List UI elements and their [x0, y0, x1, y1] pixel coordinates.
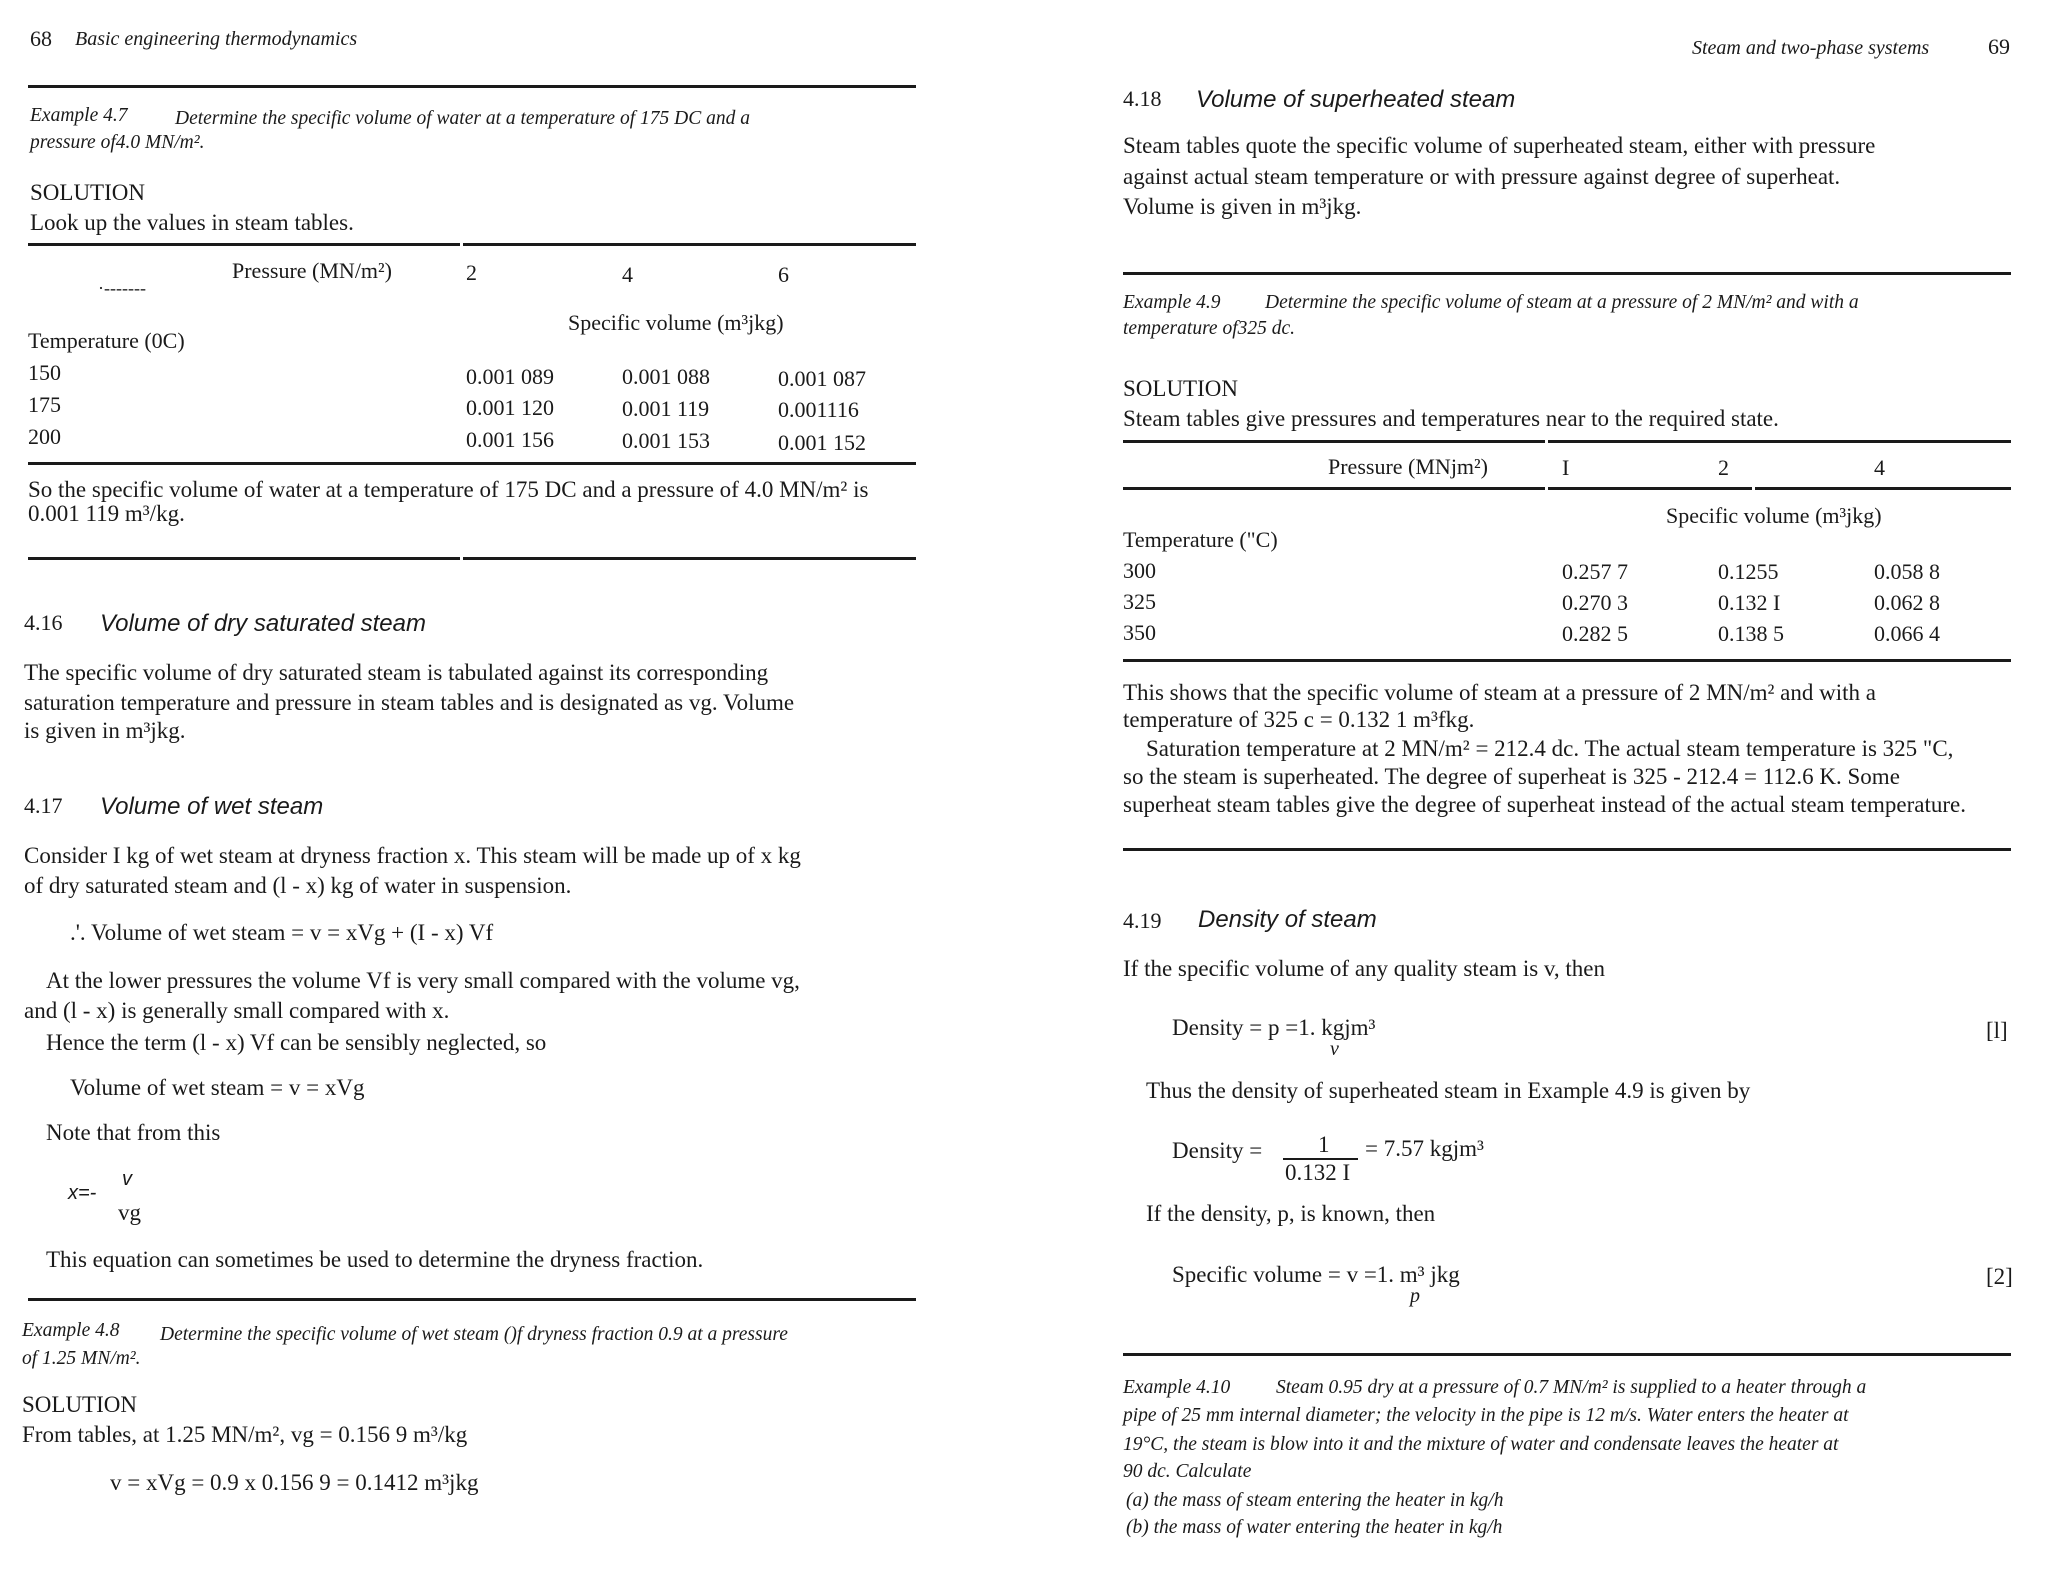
table1-temperature-label: Temperature (0C)	[28, 328, 185, 353]
example-4-10-line4: 90 dc. Calculate	[1123, 1461, 1252, 1482]
example-4-10-line1: Steam 0.95 dry at a pressure of 0.7 MN/m² is supplied to a heater through a	[1276, 1377, 1867, 1398]
table1-row2-v1: 0.001 120	[466, 395, 554, 420]
equation-density: Density = p =1. kgjm³	[1172, 1015, 1376, 1040]
table1-specific-volume-label: Specific volume (m³jkg)	[568, 310, 784, 335]
table2-row1-v3: 0.058 8	[1874, 559, 1940, 584]
table2-pressure-1: I	[1562, 455, 1570, 480]
rule-end-example-4-9	[1123, 848, 2011, 851]
example-4-7-line1: Determine the specific volume of water at a temperature of 175 DC and a	[175, 108, 750, 129]
table2-pressure-4: 4	[1874, 455, 1885, 480]
section-4-19-number: 4.19	[1123, 908, 1162, 933]
example-4-9-intro: Steam tables give pressures and temperatures near to the required state.	[1123, 406, 1779, 431]
example-4-10-part-a: (a) the mass of steam entering the heater in kg/h	[1126, 1490, 1504, 1511]
solution-label-4-8: SOLUTION	[22, 1392, 137, 1417]
rule-end-example-4-7-a	[28, 557, 460, 560]
section-4-17-line5: Hence the term (l - x) Vf can be sensibly neglected, so	[46, 1030, 547, 1055]
table1-dash-artifact: ·-------	[98, 278, 146, 298]
section-4-17-line3: At the lower pressures the volume Vf is very small compared with the volume vg,	[46, 968, 800, 993]
table1-row1-v1: 0.001 089	[466, 364, 554, 389]
table2-row1-v1: 0.257 7	[1562, 559, 1628, 584]
page-number-left: 68	[30, 26, 52, 51]
rule-top-example-4-8	[28, 1298, 916, 1301]
table1-row3-temp: 200	[28, 424, 61, 449]
table1-row1-temp: 150	[28, 360, 61, 385]
table2-row1-v2: 0.1255	[1718, 559, 1779, 584]
table2-specific-volume-label: Specific volume (m³jkg)	[1666, 503, 1882, 528]
lookup-text: Look up the values in steam tables.	[30, 210, 354, 235]
example-4-10-part-b: (b) the mass of water entering the heater in kg/h	[1126, 1517, 1503, 1538]
table1-row1-v3: 0.001 087	[778, 366, 866, 391]
rule-end-example-4-7-b	[463, 557, 916, 560]
table2-row2-temp: 325	[1123, 589, 1156, 614]
table2-bottom-rule	[1123, 659, 2011, 662]
running-head-right: Steam and two-phase systems	[1692, 37, 1930, 59]
table1-row3-v1: 0.001 156	[466, 427, 554, 452]
example-4-9-para5: superheat steam tables give the degree of superheat instead of the actual steam temperature.	[1123, 792, 1966, 817]
page-number-right: 69	[1988, 34, 2010, 59]
table1-top-rule-a	[28, 243, 460, 246]
example-4-7-conclusion-1: So the specific volume of water at a temperature of 175 DC and a pressure of 4.0 MN/m² is	[28, 477, 869, 502]
table1-row2-v2: 0.001 119	[622, 396, 710, 421]
equation-density-denominator: v	[1330, 1038, 1339, 1060]
dryness-fraction-numerator: v	[122, 1168, 132, 1190]
table1-row3-v3: 0.001 152	[778, 430, 866, 455]
table1-bottom-rule	[28, 462, 916, 465]
example-4-9-line1: Determine the specific volume of steam at a pressure of 2 MN/m² and with a	[1265, 292, 1859, 313]
example-4-8-label: Example 4.8	[22, 1320, 120, 1341]
section-4-17-line7: This equation can sometimes be used to determine the dryness fraction.	[46, 1247, 704, 1272]
table1-pressure-2: 2	[466, 260, 477, 285]
section-4-19-line2: Thus the density of superheated steam in Example 4.9 is given by	[1146, 1078, 1751, 1103]
table1-row1-v2: 0.001 088	[622, 364, 710, 389]
table2-row3-temp: 350	[1123, 620, 1156, 645]
table2-row2-v3: 0.062 8	[1874, 590, 1940, 615]
table1-row2-v3: 0.001116	[778, 397, 859, 422]
equation-specific-volume: Specific volume = v =1. m³ jkg	[1172, 1262, 1460, 1287]
equation-number-1: [l]	[1986, 1018, 2008, 1043]
table2-row2-v1: 0.270 3	[1562, 590, 1628, 615]
example-4-9-para2: temperature of 325 c = 0.132 1 m³fkg.	[1123, 707, 1475, 732]
table2-pressure-label: Pressure (MNjm²)	[1328, 454, 1488, 479]
section-4-17-line4: and (l - x) is generally small compared with x.	[24, 998, 450, 1023]
table2-top-rule-b	[1548, 440, 2011, 443]
equation-density-example-numerator: 1	[1318, 1132, 1330, 1157]
example-4-7-line2: pressure of4.0 MN/m².	[30, 132, 205, 153]
section-4-16-number: 4.16	[24, 610, 63, 635]
section-4-16-line2: saturation temperature and pressure in steam tables and is designated as vg. Volume	[24, 690, 795, 715]
example-4-10-label: Example 4.10	[1123, 1377, 1231, 1398]
example-4-8-from-tables: From tables, at 1.25 MN/m², vg = 0.156 9 m³/kg	[22, 1422, 468, 1447]
example-4-7-conclusion-2: 0.001 119 m³/kg.	[28, 501, 185, 526]
example-4-8-line1: Determine the specific volume of wet steam ()f dryness fraction 0.9 at a pressure	[160, 1324, 788, 1345]
rule-top-example-4-9	[1123, 272, 2011, 275]
table2-pressure-2: 2	[1718, 455, 1729, 480]
example-4-9-para4: so the steam is superheated. The degree of superheat is 325 - 212.4 = 112.6 K. Some	[1123, 764, 1900, 789]
section-4-18-line3: Volume is given in m³jkg.	[1123, 194, 1362, 219]
section-4-17-title: Volume of wet steam	[100, 793, 324, 820]
example-4-8-line2: of 1.25 MN/m².	[22, 1348, 141, 1369]
section-4-19-line3: If the density, p, is known, then	[1146, 1201, 1436, 1226]
table1-row3-v2: 0.001 153	[622, 428, 710, 453]
section-4-17-line1: Consider I kg of wet steam at dryness fraction x. This steam will be made up of x kg	[24, 843, 801, 868]
example-4-10-line3: 19°C, the steam is blow into it and the mixture of water and condensate leaves the heater at	[1123, 1434, 1839, 1455]
dryness-fraction-denominator: vg	[118, 1200, 141, 1225]
table2-header-rule-b	[1548, 487, 1752, 490]
table2-top-rule-a	[1123, 440, 1545, 443]
table2-row3-v2: 0.138 5	[1718, 621, 1784, 646]
example-4-9-line2: temperature of325 dc.	[1123, 318, 1296, 339]
table2-row3-v3: 0.066 4	[1874, 621, 1940, 646]
equation-wet-steam-approx: Volume of wet steam = v = xVg	[70, 1075, 365, 1100]
table1-pressure-4: 4	[622, 262, 633, 287]
section-4-19-line1: If the specific volume of any quality steam is v, then	[1123, 956, 1606, 981]
table1-pressure-label: Pressure (MN/m²)	[232, 258, 392, 283]
section-4-18-line2: against actual steam temperature or with pressure against degree of superheat.	[1123, 164, 1841, 189]
table2-header-rule-a	[1123, 487, 1545, 490]
equation-density-example-rhs: = 7.57 kgjm³	[1365, 1136, 1484, 1161]
table2-header-rule-c	[1755, 487, 2011, 490]
section-4-16-line1: The specific volume of dry saturated steam is tabulated against its corresponding	[24, 660, 769, 685]
rule-top-example-4-7	[28, 85, 916, 88]
table1-top-rule-b	[463, 243, 916, 246]
section-4-17-line2: of dry saturated steam and (l - x) kg of water in suspension.	[24, 873, 572, 898]
section-4-16-line3: is given in m³jkg.	[24, 718, 186, 743]
section-4-18-title: Volume of superheated steam	[1196, 86, 1516, 113]
solution-label-4-9: SOLUTION	[1123, 376, 1238, 401]
table1-row2-temp: 175	[28, 392, 61, 417]
example-4-9-para3: Saturation temperature at 2 MN/m² = 212.4 dc. The actual steam temperature is 325 "C,	[1146, 736, 1954, 761]
equation-density-example-denominator: 0.132 I	[1285, 1160, 1351, 1185]
dryness-fraction-lhs: x=-	[68, 1182, 97, 1204]
section-4-18-number: 4.18	[1123, 86, 1162, 111]
example-4-7-label: Example 4.7	[30, 105, 128, 126]
table2-row3-v1: 0.282 5	[1562, 621, 1628, 646]
section-4-17-number: 4.17	[24, 793, 63, 818]
table2-temperature-label: Temperature ("C)	[1123, 527, 1278, 552]
example-4-10-line2: pipe of 25 mm internal diameter; the velocity in the pipe is 12 m/s. Water enters the heater at	[1123, 1405, 1849, 1426]
equation-specific-volume-denominator: p	[1410, 1285, 1420, 1307]
equation-density-example-lhs: Density =	[1172, 1138, 1263, 1163]
example-4-9-label: Example 4.9	[1123, 292, 1221, 313]
equation-wet-steam-volume: .'. Volume of wet steam = v = xVg + (I - x) Vf	[70, 920, 494, 945]
equation-number-2: [2]	[1986, 1264, 2013, 1289]
section-4-17-line6: Note that from this	[46, 1120, 221, 1145]
section-4-18-line1: Steam tables quote the specific volume of superheated steam, either with pressure	[1123, 133, 1876, 158]
example-4-9-para1: This shows that the specific volume of steam at a pressure of 2 MN/m² and with a	[1123, 680, 1876, 705]
solution-label-4-7: SOLUTION	[30, 180, 145, 205]
example-4-8-result: v = xVg = 0.9 x 0.156 9 = 0.1412 m³jkg	[110, 1470, 479, 1495]
table2-row1-temp: 300	[1123, 558, 1156, 583]
section-4-16-title: Volume of dry saturated steam	[100, 610, 426, 637]
rule-top-example-4-10	[1123, 1353, 2011, 1356]
running-head-left: Basic engineering thermodynamics	[75, 28, 358, 50]
section-4-19-title: Density of steam	[1198, 906, 1377, 933]
table2-row2-v2: 0.132 I	[1718, 590, 1781, 615]
table1-pressure-6: 6	[778, 262, 789, 287]
